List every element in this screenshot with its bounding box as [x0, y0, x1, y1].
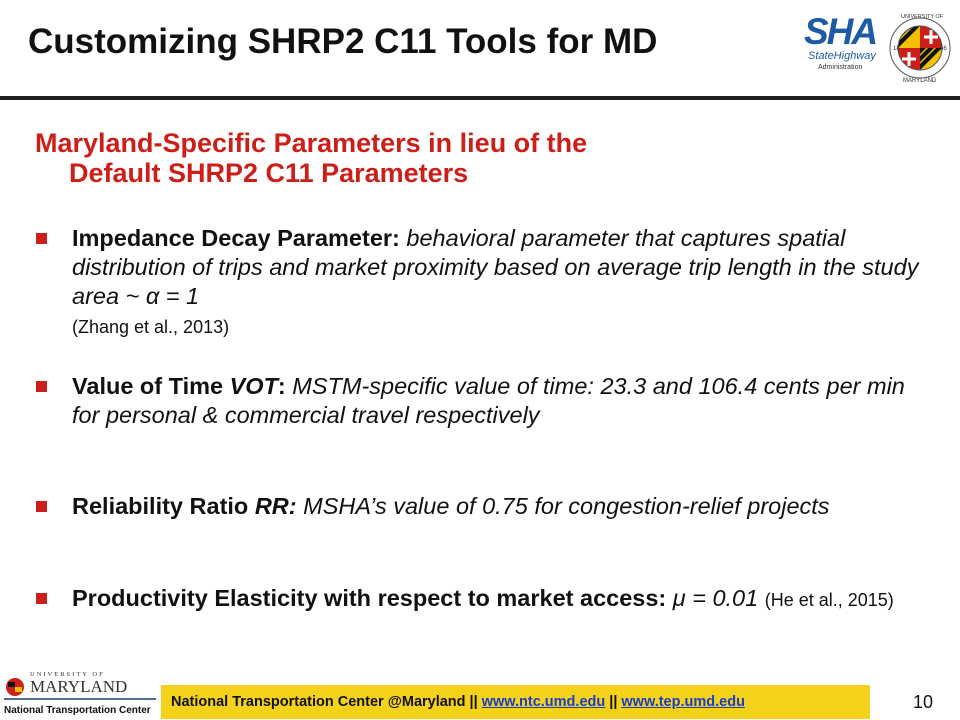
umd-name-text: MARYLAND: [30, 677, 128, 696]
seal-top-text: UNIVERSITY OF: [901, 14, 944, 20]
seal-bottom-text: MARYLAND: [903, 78, 937, 84]
footer-text: [171, 694, 745, 710]
slide-title: Customizing SHRP2 C11 Tools for MD: [28, 22, 658, 61]
bullet-label: Productivity Elasticity with respect to market access:: [72, 585, 667, 611]
umd-seal-icon: [888, 10, 952, 86]
tep-website-link[interactable]: www.tep.umd.edu: [621, 694, 745, 710]
bullet-citation: (He et al., 2015): [764, 590, 894, 610]
bullet-description: = 0.01: [692, 585, 759, 611]
ntc-name-text: National Transportation Center: [4, 705, 151, 716]
seal-year-right: 56: [940, 46, 947, 52]
bullet-square-icon: [36, 233, 47, 244]
bullet-mu-symbol: μ: [672, 585, 686, 611]
bullet-text: [72, 224, 922, 342]
footer-bar: [161, 685, 870, 719]
footer-separator: ||: [605, 694, 622, 710]
title-divider: [0, 96, 960, 100]
bullet-text: [72, 492, 922, 521]
bullet-label: Reliability Ratio: [72, 493, 249, 519]
bullet-label: Impedance Decay Parameter:: [72, 225, 400, 251]
bullet-abbreviation: RR:: [254, 493, 297, 519]
subheading-line-1: Maryland-Specific Parameters in lieu of the: [35, 128, 588, 158]
sha-logo: [804, 12, 884, 82]
bullet-citation: (Zhang et al., 2013): [72, 317, 230, 337]
bullet-description: MSTM-specific value of time: 23.3 and 106.4 cents per min for personal & commercial travel respectively: [72, 373, 905, 428]
bullet-text: [72, 372, 922, 430]
bullet-square-icon: [36, 381, 47, 392]
bullet-colon: :: [277, 373, 286, 399]
page-number: 10: [913, 692, 934, 712]
bullet-square-icon: [36, 593, 47, 604]
umd-small-text: UNIVERSITY OF: [30, 671, 105, 678]
bullet-label: Value of Time: [72, 373, 224, 399]
umd-ntc-logo: [4, 668, 156, 718]
title-bar: [0, 0, 960, 98]
sha-logo-admin: Administration: [818, 64, 863, 71]
bullet-square-icon: [36, 501, 47, 512]
bullet-description: MSHA’s value of 0.75 for congestion-relief projects: [303, 493, 830, 519]
slide-subheading: [35, 128, 915, 188]
bullet-description: behavioral parameter that captures spatial distribution of trips and market proximity based on average trip length in the study area ~ α = 1: [72, 225, 919, 309]
ntc-website-link[interactable]: www.ntc.umd.edu: [481, 694, 606, 710]
seal-year-left: 18: [893, 46, 900, 52]
bullet-abbreviation: VOT: [229, 373, 278, 399]
subheading-line-2: Default SHRP2 C11 Parameters: [69, 158, 469, 188]
footer-org-text: National Transportation Center @Maryland ||: [171, 694, 482, 710]
sha-logo-subtext: StateHighway: [808, 50, 876, 62]
bullet-text: [72, 584, 922, 615]
slide-footer: [0, 668, 960, 720]
sha-logo-text: SHA: [804, 11, 877, 52]
